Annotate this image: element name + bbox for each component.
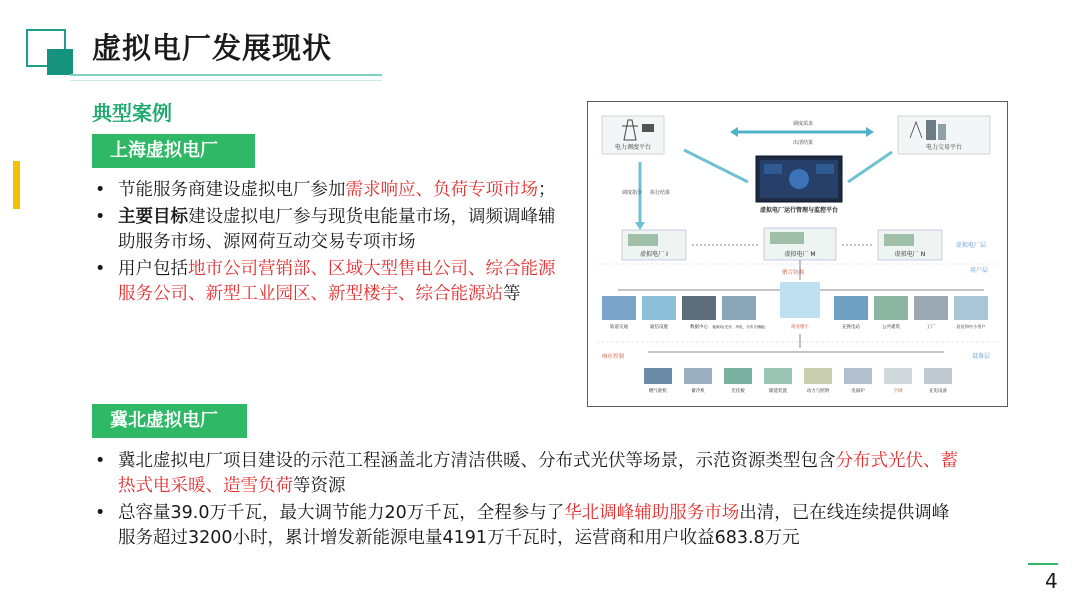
text: 用户包括	[118, 259, 188, 279]
resp-label: 响应控制	[602, 354, 625, 360]
text: 总容量39.0万千瓦，最大调节能力20万千瓦，全程参与了	[118, 503, 565, 523]
case1-bullet-list	[90, 178, 568, 309]
layer-label: 用户层	[970, 267, 989, 274]
center-label: 虚拟电厂运行管理与监控平台	[759, 207, 839, 214]
device-label: 蓄冷机	[691, 389, 705, 394]
dispatch-label: 电力调度平台	[614, 144, 652, 151]
device-label: 电锅炉	[851, 389, 865, 394]
case-tag-shanghai: 上海虚拟电厂	[92, 134, 255, 168]
highlight-text: 分布式光伏、蓄热式电采暖、造雪负荷	[118, 451, 958, 496]
aggr-label: 聚合协调	[781, 270, 805, 276]
vpp-architecture-diagram	[587, 101, 1008, 407]
user-label: 工厂	[926, 325, 936, 330]
trade-label: 电力交易平台	[925, 144, 963, 151]
text: 出清，已在线连续提供调峰服务超过3200小时，累计增发新能源电量4191万千瓦时，运营商和用户收益683.8万元	[118, 503, 950, 548]
device-label: 燃气轮机	[649, 389, 667, 394]
device-label: 动力与照明	[806, 389, 830, 394]
text: 节能服务商建设虚拟电厂参加	[118, 180, 346, 200]
user-label: 公共建筑	[882, 325, 900, 330]
vpp-m-box	[764, 228, 836, 260]
trade-platform-box	[898, 116, 990, 154]
vpp-label: 虚拟电厂 M	[784, 251, 816, 258]
section-subhead: 典型案例	[92, 101, 172, 125]
vpp-label: 虚拟电厂 N	[894, 251, 926, 258]
user-label: 居民和中小用户	[956, 324, 986, 329]
user-label: 充换电站	[842, 325, 860, 330]
vpp-n-box	[878, 230, 942, 260]
text: ；	[538, 180, 556, 200]
side-accent-bar	[13, 161, 20, 209]
arrow-label: 调度需求	[792, 121, 814, 127]
title-underline-faint	[70, 80, 382, 81]
text: 等资源	[293, 476, 346, 496]
device-label: 光伏板	[731, 389, 745, 394]
user-label: 通信设施	[650, 325, 668, 330]
page-number: 4	[1045, 569, 1058, 593]
page-title: 虚拟电厂发展现状	[92, 31, 333, 65]
device-tiles	[644, 368, 952, 394]
user-label: 数据中心	[690, 325, 708, 330]
vpp-1-box	[622, 230, 686, 260]
case2-bullet-list	[90, 449, 960, 553]
highlight-text: 需求响应、负荷专项市场	[345, 180, 538, 200]
device-label: 充电设备	[929, 389, 947, 394]
list-item	[90, 178, 568, 203]
text: 等	[503, 284, 521, 304]
arrow-label: 执行结果	[650, 190, 671, 196]
vpp-label: 虚拟电厂 I	[640, 251, 668, 258]
case-tag-jibei: 冀北虚拟电厂	[92, 404, 247, 438]
center-platform	[756, 156, 842, 214]
list-item	[90, 501, 960, 551]
list-item	[90, 449, 960, 499]
bold-text: 主要目标	[118, 207, 188, 227]
layer-label: 设备层	[972, 353, 991, 360]
highlight-text: 地市公司营销部、区域大型售电公司、综合能源服务公司、新型工业园区、新型楼宇、综合能源站	[118, 259, 556, 304]
device-label: 储能装置	[769, 389, 787, 394]
user-tiles	[602, 282, 988, 330]
layer-label: 虚拟电厂层	[956, 242, 987, 249]
text: 建设虚拟电厂参与现货电能量市场，调频调峰辅助服务市场、源网荷互动交易专项市场	[118, 207, 556, 252]
list-item	[90, 257, 568, 307]
page-number-accent	[1028, 563, 1058, 565]
highlight-text: 华北调峰辅助服务市场	[564, 503, 740, 523]
text: 冀北虚拟电厂项目建设的示范工程涵盖北方清洁供暖、分布式光伏等场景，示范资源类型包含	[118, 451, 836, 471]
user-label: 能源站(光伏、风电、分布式储能)	[712, 325, 766, 329]
list-item	[90, 205, 568, 255]
title-underline	[70, 74, 382, 76]
user-label: 轨道交通	[610, 325, 628, 330]
arrow-label: 调度指令	[622, 190, 643, 196]
device-label: 空调	[893, 389, 903, 394]
user-label: 商业楼宇	[791, 325, 809, 330]
arrow-label: 出清结果	[792, 140, 814, 146]
dispatch-platform-box	[602, 116, 664, 154]
logo-square	[47, 49, 73, 75]
